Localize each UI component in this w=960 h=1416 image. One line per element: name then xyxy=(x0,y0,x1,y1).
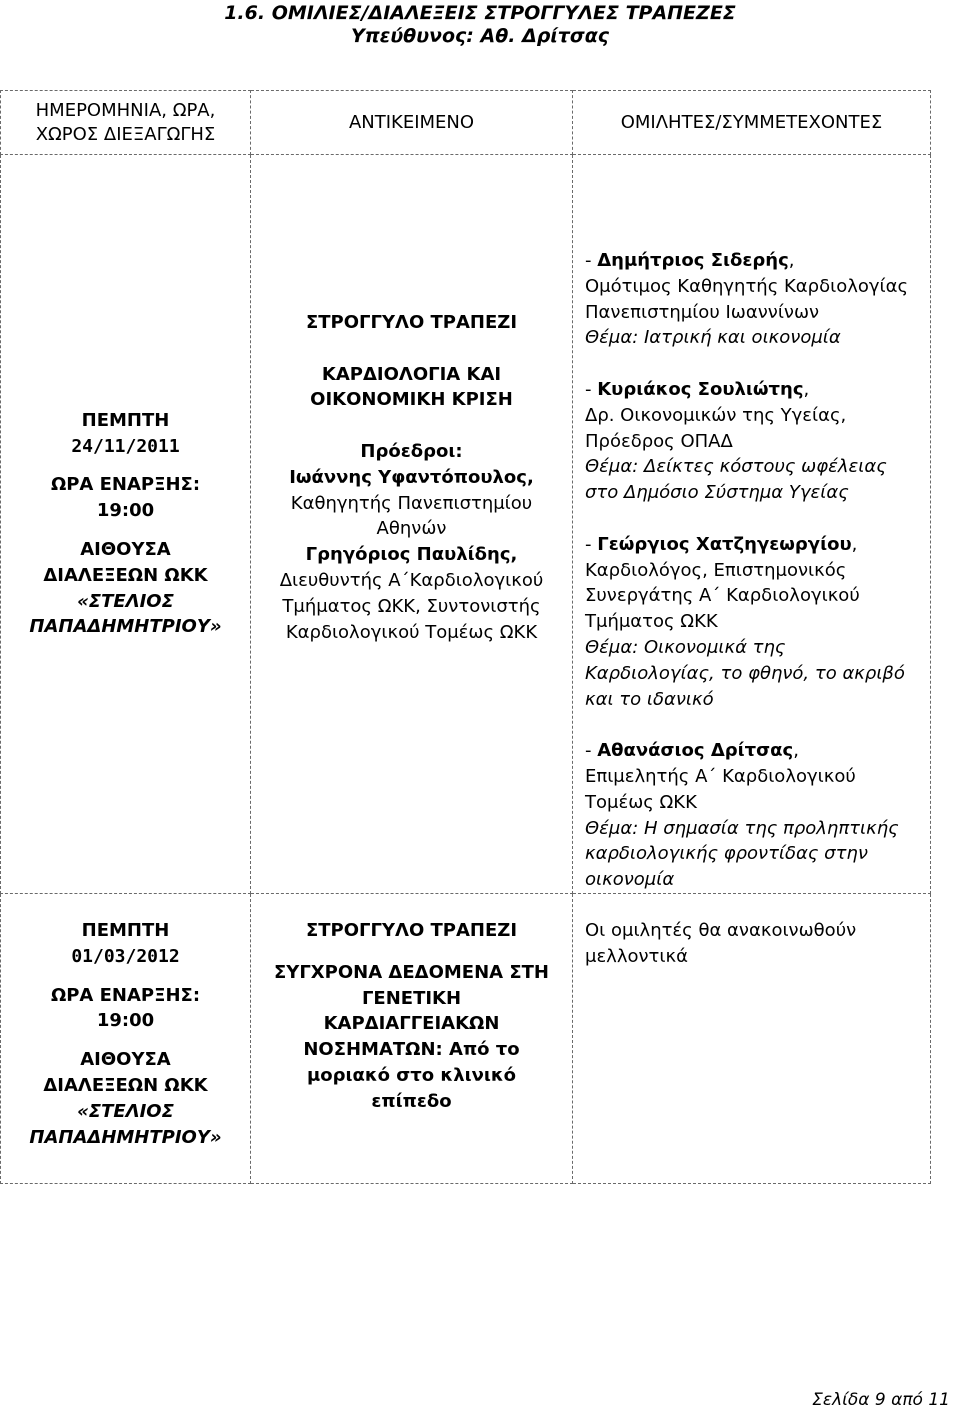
event-1-chair2-role2: Τμήματος ΩΚΚ, Συντονιστής xyxy=(282,595,541,617)
event-2-subject-line5: μοριακό στο κλινικό xyxy=(306,1064,517,1086)
event-1-datetime-cell xyxy=(1,155,251,894)
speaker-4-comma: , xyxy=(793,740,799,762)
speaker-3-name: Γεώργιος Χατζηγεωργίου xyxy=(597,533,852,555)
event-2-subject-line1: ΣΥΓΧΡΟΝΑ ΔΕΔΟΜΕΝΑ ΣΤΗ xyxy=(273,961,549,983)
event-2-type: ΣΤΡΟΓΓΥΛΟ ΤΡΑΠΕΖΙ xyxy=(305,919,518,941)
speaker-3-topic3: και το ιδανικό xyxy=(585,688,714,710)
event-2-subject-line4: ΝΟΣΗΜΑΤΩΝ: Από το xyxy=(303,1039,520,1061)
speaker-4-dash: - xyxy=(585,740,598,762)
event-1-date: 24/11/2011 xyxy=(71,435,180,457)
speaker-4-topic3: οικονομία xyxy=(585,869,675,891)
speaker-1-topic1: Θέμα: Ιατρική και οικονομία xyxy=(585,327,841,349)
speaker-2-name: Κυριάκος Σουλιώτης xyxy=(597,378,804,400)
event-1-chair1-role2: Αθηνών xyxy=(376,518,447,540)
event-2-room-line3: «ΣΤΕΛΙΟΣ xyxy=(77,1100,174,1122)
event-1-type: ΣΤΡΟΓΓΥΛΟ ΤΡΑΠΕΖΙ xyxy=(305,312,518,333)
page-number: Σελίδα 9 από 11 xyxy=(812,1390,950,1410)
event-1-chair2-role1: Διευθυντής Α΄Καρδιολογικού xyxy=(279,569,544,591)
event-1-subject-cell xyxy=(251,155,573,894)
speaker-4 xyxy=(585,738,924,893)
event-1-time-label: ΩΡΑ ΕΝΑΡΞΗΣ: xyxy=(50,474,201,496)
schedule-table xyxy=(0,90,931,1184)
event-2-subject-line3: ΚΑΡΔΙΑΓΓΕΙΑΚΩΝ xyxy=(323,1013,500,1035)
speaker-4-line2: Τομέως ΩΚΚ xyxy=(585,791,697,813)
speaker-4-topic1: Θέμα: Η σημασία της προληπτικής xyxy=(585,817,899,839)
speaker-1-dash: - xyxy=(585,250,598,271)
speaker-2-topic1: Θέμα: Δείκτες κόστους ωφέλειας xyxy=(585,456,887,478)
event-2-time: 19:00 xyxy=(96,1010,155,1032)
responsible-person: Υπεύθυνος: Αθ. Δρίτσας xyxy=(350,25,610,47)
speaker-2-heading xyxy=(585,377,924,403)
event-2-day: ΠΕΜΠΤΗ xyxy=(81,919,170,941)
speaker-3-topic1: Θέμα: Οικονομικά της xyxy=(585,636,786,658)
event-1-chair2-name: Γρηγόριος Παυλίδης, xyxy=(305,544,518,566)
event-2-subject-line2: ΓΕΝΕΤΙΚΗ xyxy=(361,987,462,1009)
event-1-chair1-name: Ιωάννης Υφαντόπουλος, xyxy=(289,466,534,488)
speaker-3-line3: Τμήματος ΩΚΚ xyxy=(585,611,718,633)
speaker-1-line1: Ομότιμος Καθηγητής Καρδιολογίας xyxy=(585,275,909,297)
speaker-2-line2: Πρόεδρος ΟΠΑΔ xyxy=(585,430,733,452)
event-2-speakers-cell xyxy=(573,893,931,1183)
speaker-2-topic2: στο Δημόσιο Σύστημα Υγείας xyxy=(585,482,849,504)
speaker-2 xyxy=(585,377,924,506)
speaker-4-name: Αθανάσιος Δρίτσας xyxy=(597,740,794,762)
event-2-date: 01/03/2012 xyxy=(71,945,180,967)
document-title xyxy=(0,2,960,48)
speaker-3 xyxy=(585,532,924,713)
section-heading: 1.6. ΟΜΙΛΙΕΣ/ΔΙΑΛΕΞΕΙΣ ΣΤΡΟΓΓΥΛΕΣ ΤΡΑΠΕΖΕΣ xyxy=(224,2,736,24)
speaker-4-heading xyxy=(585,738,924,764)
speaker-4-topic2: καρδιολογικής φροντίδας στην xyxy=(585,843,868,865)
speaker-1 xyxy=(585,248,924,351)
table-header-row xyxy=(1,91,931,155)
column-header-speakers: ΟΜΙΛΗΤΕΣ/ΣΥΜΜΕΤΕΧΟΝΤΕΣ xyxy=(573,91,931,155)
event-1-room-line1: ΑΙΘΟΥΣΑ xyxy=(80,538,171,560)
speaker-3-heading xyxy=(585,532,924,558)
event-1-subject-line2: ΟΙΚΟΝΟΜΙΚΗ ΚΡΙΣΗ xyxy=(310,389,513,411)
speaker-3-line2: Συνεργάτης Α΄ Καρδιολογικού xyxy=(585,585,860,607)
event-2-time-label: ΩΡΑ ΕΝΑΡΞΗΣ: xyxy=(50,984,201,1006)
speaker-3-dash: - xyxy=(585,533,598,555)
event-1-subject-line1: ΚΑΡΔΙΟΛΟΓΙΑ ΚΑΙ xyxy=(321,363,502,385)
column-header-date xyxy=(1,91,251,155)
event-1-chair2-role3: Καρδιολογικού Τομέως ΩΚΚ xyxy=(285,621,538,643)
event-1-day: ΠΕΜΠΤΗ xyxy=(81,409,170,431)
speaker-1-comma: , xyxy=(788,250,795,271)
speaker-2-line1: Δρ. Οικονομικών της Υγείας, xyxy=(585,404,847,426)
speaker-4-line1: Επιμελητής Α΄ Καρδιολογικού xyxy=(585,765,856,787)
event-2-note-line2: μελλοντικά xyxy=(585,945,688,967)
event-2-subject-cell xyxy=(251,893,573,1183)
event-1-room-line3: «ΣΤΕΛΙΟΣ xyxy=(77,590,174,612)
table-row xyxy=(1,155,931,894)
column-header-subject: ΑΝΤΙΚΕΙΜΕΝΟ xyxy=(251,91,573,155)
event-2-note-line1: Οι ομιλητές θα ανακοινωθούν xyxy=(585,919,857,941)
event-2-datetime-cell xyxy=(1,893,251,1183)
speaker-1-heading xyxy=(585,248,924,274)
speaker-2-comma: , xyxy=(803,378,810,400)
table-row xyxy=(1,893,931,1183)
event-1-time: 19:00 xyxy=(96,500,155,522)
speaker-3-topic2: Καρδιολογίας, το φθηνό, το ακριβό xyxy=(585,662,905,684)
event-2-room-line4: ΠΑΠΑΔΗΜΗΤΡΙΟΥ» xyxy=(29,1126,222,1148)
column-header-date-line2: ΧΩΡΟΣ ΔΙΕΞΑΓΩΓΗΣ xyxy=(35,123,216,145)
event-2-room-line2: ΔΙΑΛΕΞΕΩΝ ΩΚΚ xyxy=(43,1074,208,1096)
event-1-room-line2: ΔΙΑΛΕΞΕΩΝ ΩΚΚ xyxy=(43,564,208,586)
column-header-date-line1: ΗΜΕΡΟΜΗΝΙΑ, ΩΡΑ, xyxy=(35,99,216,121)
speaker-1-line2: Πανεπιστημίου Ιωαννίνων xyxy=(585,301,820,323)
speaker-3-comma: , xyxy=(851,533,858,555)
event-1-speakers-cell xyxy=(573,155,931,894)
event-1-chair1-role1: Καθηγητής Πανεπιστημίου xyxy=(290,492,533,514)
event-2-room-line1: ΑΙΘΟΥΣΑ xyxy=(80,1049,171,1071)
event-2-subject-line6: επίπεδο xyxy=(371,1090,452,1112)
speaker-2-dash: - xyxy=(585,378,598,400)
event-1-room-line4: ΠΑΠΑΔΗΜΗΤΡΙΟΥ» xyxy=(29,616,222,638)
speaker-3-line1: Καρδιολόγος, Επιστημονικός xyxy=(585,559,847,581)
event-1-chairs-label: Πρόεδροι: xyxy=(360,440,463,462)
speaker-1-name: Δημήτριος Σιδερής xyxy=(597,250,789,271)
